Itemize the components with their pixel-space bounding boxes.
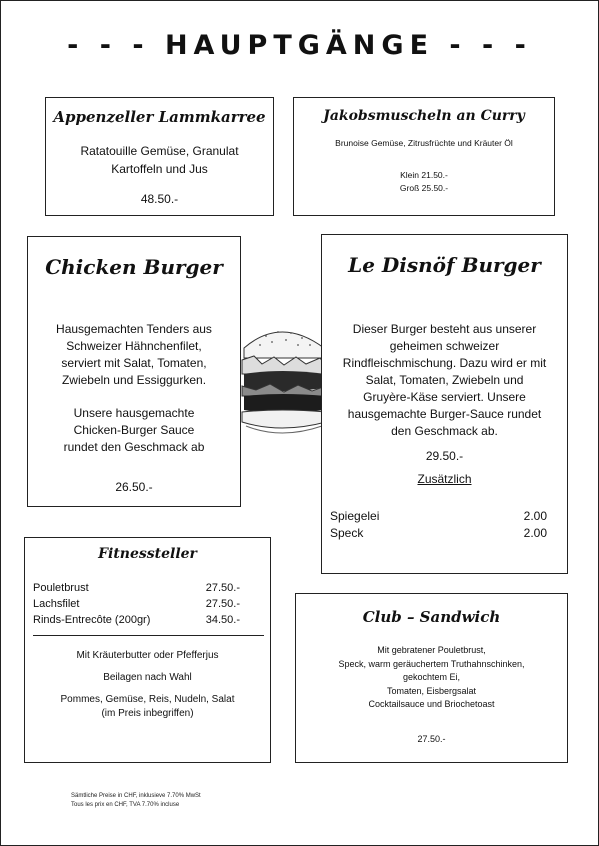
- fitnessteller-name: Fitnessteller: [98, 546, 197, 562]
- appenzeller-line2: Kartoffeln und Jus: [111, 162, 208, 176]
- chicken-desc-line: Schweizer Hähnchenfilet,: [66, 339, 202, 353]
- fitnessteller-items: [33, 580, 240, 628]
- chicken-sauce-line: Chicken-Burger Sauce: [73, 423, 195, 437]
- disnoef-burger-price: 29.50.-: [425, 449, 464, 463]
- jakobsmuscheln-desc: Brunoise Gemüse, Zitrusfrüchte und Kräuter Öl: [335, 138, 513, 148]
- fitness-item-name: Pouletbrust: [33, 582, 89, 594]
- disnoef-burger-name: Le Disnöf Burger: [348, 253, 541, 277]
- club-sandwich-price: 27.50.-: [417, 733, 446, 744]
- club-sandwich-name: Club – Sandwich: [362, 608, 501, 626]
- jakobsmuscheln-klein: Klein 21.50.-: [400, 170, 448, 180]
- burger-illustration-icon: [236, 318, 326, 448]
- jakobsmuscheln-name: Jakobsmuscheln an Curry: [323, 108, 525, 124]
- disnoef-desc-line: Gruyère-Käse serviert. Unsere: [363, 390, 526, 404]
- extra-price: 2.00: [523, 526, 547, 540]
- fitness-item-price: 27.50.-: [205, 598, 240, 610]
- chicken-sauce-line: rundet den Geschmack ab: [63, 440, 205, 454]
- chicken-burger-card: [27, 236, 241, 507]
- fitnessteller-card: [24, 537, 271, 763]
- club-desc-line: Speck, warm geräuchertem Truthahnschinken,: [338, 658, 525, 669]
- fitnessteller-note2: Beilagen nach Wahl: [103, 672, 192, 683]
- disnoef-desc-line: geheimen schweizer: [389, 339, 500, 353]
- fitness-item-row: [33, 580, 240, 596]
- fitnessteller-divider: [33, 635, 264, 636]
- disnoef-desc-line: Dieser Burger besteht aus unserer: [352, 322, 537, 336]
- fitness-item-price: 34.50.-: [205, 614, 240, 626]
- extra-row: [330, 525, 547, 542]
- disnoef-burger-desc: [322, 321, 567, 440]
- footnote-line2: Tous les prix en CHF, TVA 7.70% incluse: [71, 802, 180, 808]
- club-sandwich-desc: [296, 644, 567, 712]
- disnoef-desc-line: den Geschmack ab.: [391, 424, 498, 438]
- extra-price: 2.00: [523, 509, 547, 523]
- disnoef-extras: [330, 508, 547, 542]
- club-desc-line: gekochtem Ei,: [402, 672, 461, 682]
- fitnessteller-note4: (im Preis inbegriffen): [101, 708, 194, 719]
- footnote-line1: Sämtliche Preise in CHF, inklusieve 7.70% MwSt: [71, 793, 201, 799]
- chicken-burger-price: 26.50.-: [115, 480, 153, 494]
- club-desc-line: Mit gebratener Pouletbrust,: [377, 645, 486, 655]
- fitness-item-price: 27.50.-: [205, 582, 240, 594]
- fitness-item-row: [33, 612, 240, 628]
- fitnessteller-note1: Mit Kräuterbutter oder Pfefferjus: [76, 650, 219, 661]
- appenzeller-card: [45, 97, 274, 216]
- extra-row: [330, 508, 547, 525]
- chicken-burger-name: Chicken Burger: [45, 255, 223, 279]
- extra-name: Spiegelei: [330, 509, 380, 523]
- fitness-item-name: Lachsfilet: [33, 598, 80, 610]
- disnoef-desc-line: Rindfleischmischung. Dazu wird er mit: [342, 356, 547, 370]
- chicken-burger-desc: [28, 321, 240, 389]
- chicken-desc-line: Hausgemachten Tenders aus: [56, 322, 212, 336]
- disnoef-extra-label: Zusätzlich: [417, 472, 472, 486]
- appenzeller-price: 48.50.-: [140, 192, 179, 206]
- disnoef-burger-card: [321, 234, 568, 574]
- appenzeller-line1: Ratatouille Gemüse, Granulat: [80, 144, 239, 158]
- appenzeller-name: Appenzeller Lammkarree: [53, 108, 266, 126]
- jakobsmuscheln-gross: Groß 25.50.-: [399, 183, 449, 193]
- chicken-sauce-line: Unsere hausgemachte: [73, 406, 195, 420]
- fitness-item-row: [33, 596, 240, 612]
- fitnessteller-note3: Pommes, Gemüse, Reis, Nudeln, Salat: [60, 694, 235, 705]
- chicken-burger-sauce: [28, 405, 240, 456]
- chicken-desc-line: Zwiebeln und Essiggurken.: [61, 373, 207, 387]
- disnoef-desc-line: Salat, Tomaten, Zwiebeln und: [365, 373, 524, 387]
- jakobsmuscheln-card: [293, 97, 555, 216]
- chicken-desc-line: serviert mit Salat, Tomaten,: [61, 356, 207, 370]
- club-sandwich-card: [295, 593, 568, 763]
- price-footnote: [71, 792, 201, 810]
- extra-name: Speck: [330, 526, 364, 540]
- club-desc-line: Tomaten, Eisbergsalat: [386, 685, 477, 696]
- fitness-item-name: Rinds-Entrecôte (200gr): [33, 614, 151, 626]
- page-title: - - - HAUPTGÄNGE - - -: [67, 30, 532, 61]
- club-desc-line: Cocktailsauce und Briochetoast: [368, 699, 495, 709]
- disnoef-desc-line: hausgemachte Burger-Sauce rundet: [347, 407, 542, 421]
